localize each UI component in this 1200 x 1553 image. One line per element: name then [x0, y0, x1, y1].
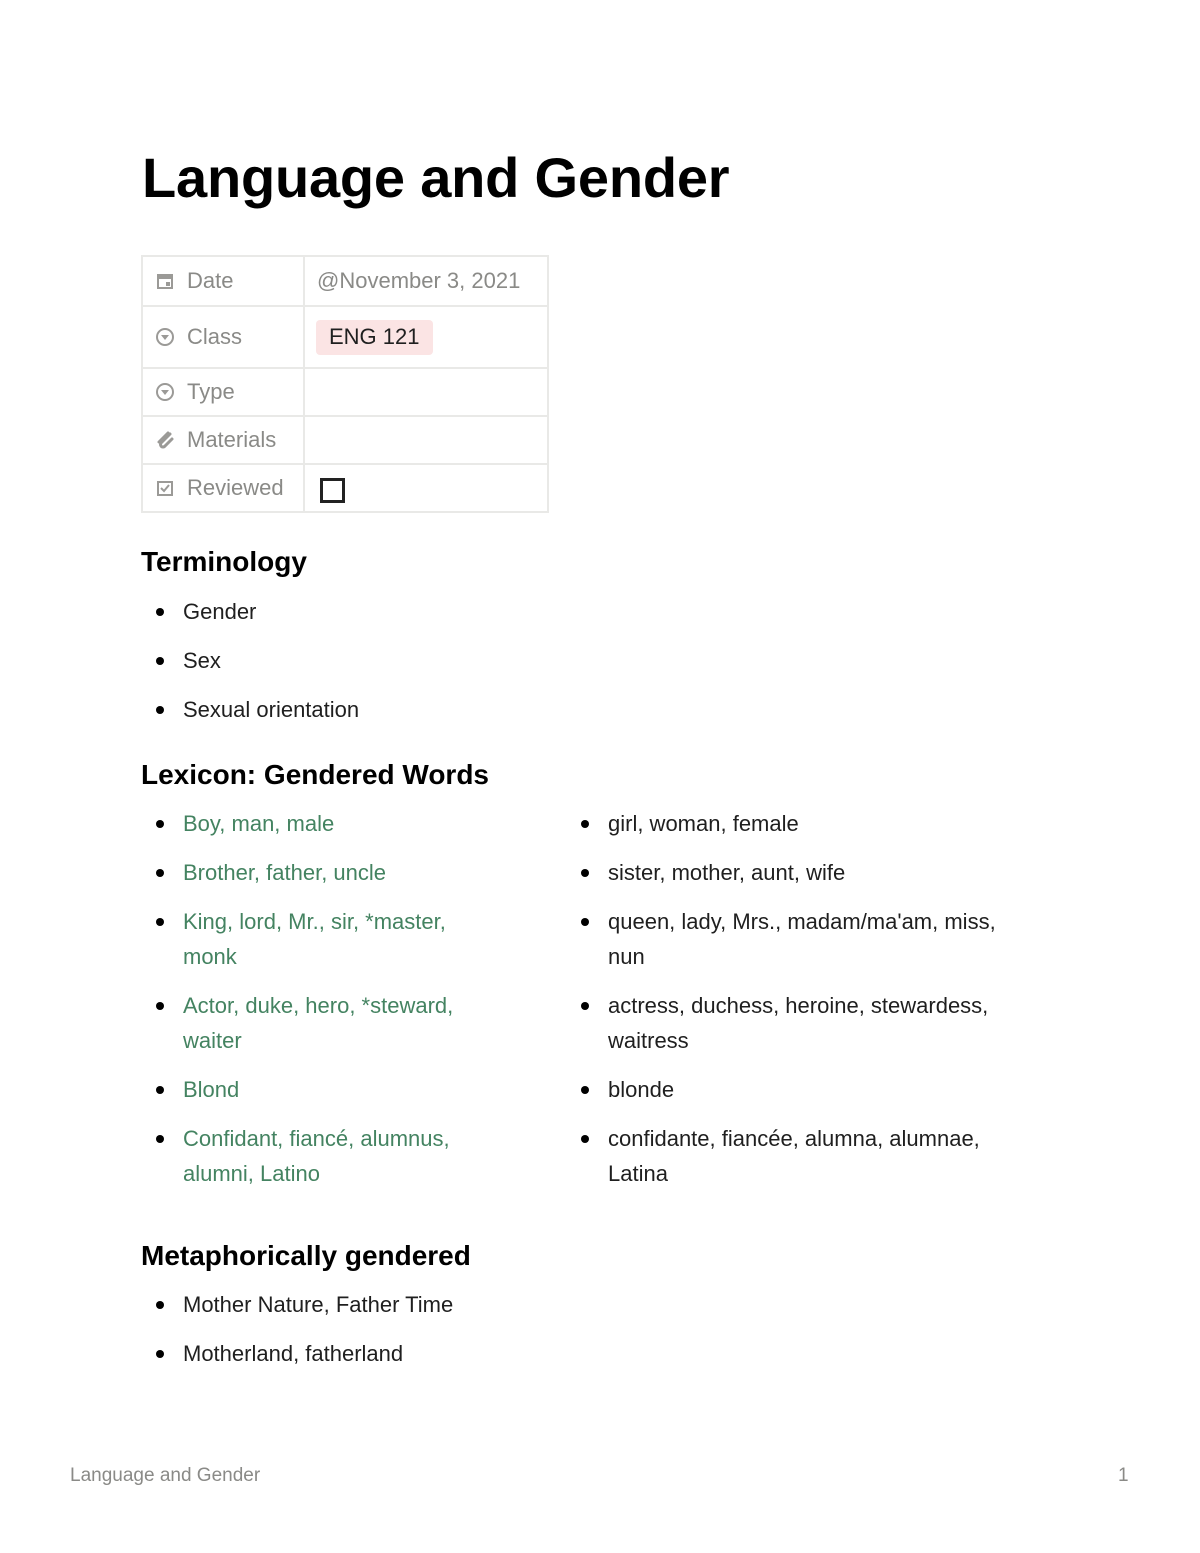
checkbox-property-icon [155, 478, 175, 498]
bullet-icon [581, 1135, 589, 1143]
list-item: blonde [566, 1072, 1036, 1107]
class-tag[interactable]: ENG 121 [316, 320, 433, 355]
list-item: confidante, fiancée, alumna, alumnae, Latina [566, 1121, 1036, 1191]
property-row-date [142, 256, 548, 306]
date-value[interactable]: @November 3, 2021 [317, 268, 521, 293]
property-row-materials [142, 416, 548, 464]
section-heading-terminology: Terminology [141, 546, 307, 577]
footer-title: Language and Gender [70, 1465, 261, 1486]
list-item: Sex [141, 643, 741, 678]
bullet-icon [581, 1002, 589, 1010]
calendar-icon [155, 271, 175, 291]
reviewed-checkbox[interactable] [320, 478, 345, 503]
metaphorical-list [141, 1287, 741, 1385]
property-label-type: Type [187, 379, 235, 404]
list-item: Confidant, fiancé, alumnus, alumni, Latino [141, 1121, 501, 1191]
bullet-icon [156, 1301, 164, 1309]
select-icon [155, 327, 175, 347]
property-row-class [142, 306, 548, 368]
materials-value[interactable] [304, 416, 548, 464]
bullet-icon [156, 869, 164, 877]
property-row-type [142, 368, 548, 416]
list-item: sister, mother, aunt, wife [566, 855, 1036, 890]
bullet-icon [581, 918, 589, 926]
property-row-reviewed [142, 464, 548, 512]
list-item: Gender [141, 594, 741, 629]
list-item: Blond [141, 1072, 501, 1107]
lexicon-male-list [141, 806, 501, 1205]
list-item: Mother Nature, Father Time [141, 1287, 741, 1322]
type-value[interactable] [304, 368, 548, 416]
list-item: Sexual orientation [141, 692, 741, 727]
bullet-icon [156, 1086, 164, 1094]
bullet-icon [581, 820, 589, 828]
terminology-list [141, 594, 741, 741]
property-label-date: Date [187, 268, 234, 293]
bullet-icon [156, 657, 164, 665]
bullet-icon [581, 869, 589, 877]
section-heading-metaphorical: Metaphorically gendered [141, 1240, 471, 1271]
list-item: Motherland, fatherland [141, 1336, 741, 1371]
list-item: Brother, father, uncle [141, 855, 501, 890]
list-item: queen, lady, Mrs., madam/ma'am, miss, nun [566, 904, 1036, 974]
section-heading-lexicon: Lexicon: Gendered Words [141, 759, 489, 790]
property-label-materials: Materials [187, 427, 277, 452]
select-icon [155, 382, 175, 402]
bullet-icon [156, 706, 164, 714]
list-item: King, lord, Mr., sir, *master, monk [141, 904, 501, 974]
bullet-icon [581, 1086, 589, 1094]
properties-table [141, 255, 549, 513]
bullet-icon [156, 820, 164, 828]
list-item: Boy, man, male [141, 806, 501, 841]
property-label-class: Class [187, 324, 243, 349]
bullet-icon [156, 1002, 164, 1010]
list-item: Actor, duke, hero, *steward, waiter [141, 988, 501, 1058]
bullet-icon [156, 1350, 164, 1358]
bullet-icon [156, 1135, 164, 1143]
list-item: actress, duchess, heroine, stewardess, waitress [566, 988, 1036, 1058]
property-label-reviewed: Reviewed [187, 475, 284, 500]
bullet-icon [156, 608, 164, 616]
page-number: 1 [1118, 1465, 1129, 1486]
page-title: Language and Gender [142, 146, 730, 209]
bullet-icon [156, 918, 164, 926]
paperclip-icon [155, 430, 175, 450]
lexicon-female-list [566, 806, 1036, 1205]
list-item: girl, woman, female [566, 806, 1036, 841]
